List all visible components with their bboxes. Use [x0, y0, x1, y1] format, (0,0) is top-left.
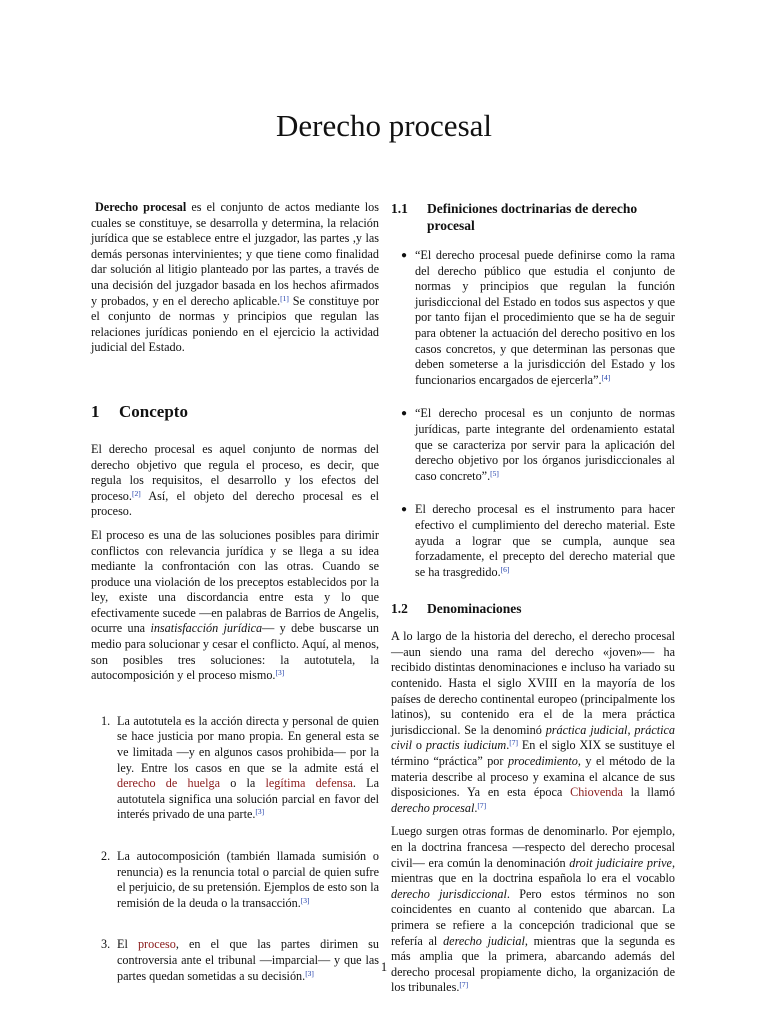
page-title: Derecho procesal	[275, 108, 493, 143]
citation-link[interactable]: [1]	[280, 293, 289, 303]
link-derecho-de-huelga[interactable]: derecho de huelga	[117, 776, 220, 791]
link-chiovenda[interactable]: Chiovenda	[570, 785, 623, 800]
bullet-icon: ●	[401, 504, 408, 516]
bullet-icon: ●	[401, 408, 408, 420]
right-column	[391, 200, 675, 1004]
denominaciones-paragraph-1: A lo largo de la historia del derecho, el derecho procesal —aun siendo una rama del derecho «joven»— ha recibido distintas denominaciones e incluso ha variado su contenido. Hasta el siglo XVIII en la mayoría de los países de derecho continental europeo (principalmente los latinos), su contenido era el de la mera práctica jurisdiccional. Se la denominó práctica judicial, práctica civil o practis iudicium.[7] En el siglo XIX se sustituye el término “práctica” por procedimiento, y el método de la materia describe al proceso y examina el alcance de sus disposiciones. Ya en esta época Chiovenda la llamó derecho procesal.[7]	[391, 629, 676, 815]
section-heading-definiciones: 1.1 Definiciones doctrinarias de derecho procesal	[391, 201, 638, 233]
intro-term: Derecho procesal	[95, 200, 187, 214]
page-number: 1	[380, 960, 388, 974]
citation-link[interactable]: [6]	[500, 564, 510, 574]
citation-link[interactable]: [4]	[601, 372, 611, 382]
bullet-icon: ●	[401, 250, 408, 261]
citation-link[interactable]: [7]	[477, 800, 487, 810]
citation-link[interactable]: [3]	[255, 807, 265, 817]
citation-link[interactable]: [5]	[490, 468, 499, 478]
list-item: ● El derecho procesal es el instrumento para hacer efectivo el cumplimiento del derecho material. Este ayuda a lograr que se cumpla, aunque sea forzadamente, el precepto del derecho material que se ha trasgredido.[6]	[401, 502, 675, 579]
denominaciones-paragraph-2: Luego surgen otras formas de denominarlo. Por ejemplo, en la doctrina francesa —respecto del derecho procesal civil— era común la denominación droit judiciaire prive, mientras que en la doctrina española lo era el vocablo derecho jurisdiccional. Pero estos términos no son coincidentes en cuanto al contenido que abarcan. La primera se refiere a la concepción tradicional que se refería al derecho judicial, mientras que la segunda es más amplia que la primera, abarcando además del derecho procesal propiamente dicho, la organización de los tribunales.[7]	[391, 824, 676, 995]
definitions-list	[391, 248, 675, 580]
citation-link[interactable]: [7]	[509, 738, 518, 748]
citation-link[interactable]: [3]	[300, 895, 310, 905]
section-heading-concepto: 1 Concepto	[91, 401, 188, 421]
list-item: 1. La autotutela es la acción directa y personal de quien se hace justicia por mano propia. En general esta se ve limitada —y en algunos casos prohibida— por la ley. Entre los casos en que se la admite está el derecho de huelga o la legítima defensa. La autotutela significa una solución parcial en favor del interés privado de una parte.[3]	[101, 713, 380, 822]
list-item: ● “El derecho procesal puede definirse como la rama del derecho público que estudia el conjunto de normas y principios que regulan la función jurisdiccional del Estado en todos sus aspectos y que por tanto fijan el procedimiento que se ha de seguir para obtener la actuación del derecho positivo en los casos concretos, y que determinan las personas que deben someterse a la jurisdicción del Estado y los funcionarios encargados de ejercerla”.[4]	[401, 248, 675, 387]
link-legitima-defensa[interactable]: legítima defensa	[265, 776, 353, 791]
concepto-paragraph-1: El derecho procesal es aquel conjunto de normas del derecho objetivo que regula el proceso, es decir, que regula los requisitos, el desarrollo y los efectos del proceso.[2] Así, el objeto del derecho procesal es el proceso.	[91, 441, 379, 519]
citation-link[interactable]: [3]	[305, 968, 314, 978]
citation-link[interactable]: [2]	[131, 488, 141, 498]
citation-link[interactable]: [3]	[275, 668, 285, 678]
list-item: 3. El proceso, en el que las partes dirimen su controversia ante el tribunal —imparcial— y que las partes quedan sometidas a su decisión.[3]	[101, 937, 379, 983]
left-column	[91, 200, 379, 992]
solutions-list	[91, 714, 379, 984]
concepto-paragraph-2: El proceso es una de las soluciones posibles para dirimir conflictos con relevancia jurídica y se llega a su idea mediante la confrontación con las otras. Cuando se produce una violación de los preceptos establecidos por la ley, existe una discordancia entre esta y lo que efectivamente sucede —en palabras de Barrios de Angelis, ocurre una insatisfacción jurídica— y debe buscarse un medio para solucionar y cesar el conflicto. Aquí, al menos, son posibles tres soluciones: la autotutela, la autocomposición y el proceso mismo.[3]	[91, 527, 380, 683]
list-item: ● “El derecho procesal es un conjunto de normas jurídicas, parte integrante del ordenamiento estatal que se caracteriza por servir para la aplicación del derecho objetivo por los órganos jurisdiccionales al caso concreto”.[5]	[401, 406, 675, 483]
section-heading-denominaciones: 1.2 Denominaciones	[391, 601, 522, 617]
list-item: 2. La autocomposición (también llamada sumisión o renuncia) es la renuncia total o parcial de quien sufre el perjuicio, de su pretensión. Ejemplos de esto son la remisión de la deuda o la transacción.[3]	[101, 849, 379, 910]
link-proceso[interactable]: proceso	[137, 937, 176, 952]
citation-link[interactable]: [7]	[459, 980, 469, 990]
intro-paragraph: Derecho procesal es el conjunto de actos mediante los cuales se constituye, se desarrolla y determina, la relación jurídica que se establece entre el juzgador, las partes ,y las demás personas intervinientes; y que tiene como finalidad dar solución al litigio planteado por las partes, a través de una decisión del juzgador basada en los hechos afirmados y probados, y en el derecho aplicable.[1] Se constituye por el conjunto de normas y principios que regulan las relaciones jurídicas poniendo en el ejercicio la actividad judicial del Estado.	[91, 200, 380, 355]
